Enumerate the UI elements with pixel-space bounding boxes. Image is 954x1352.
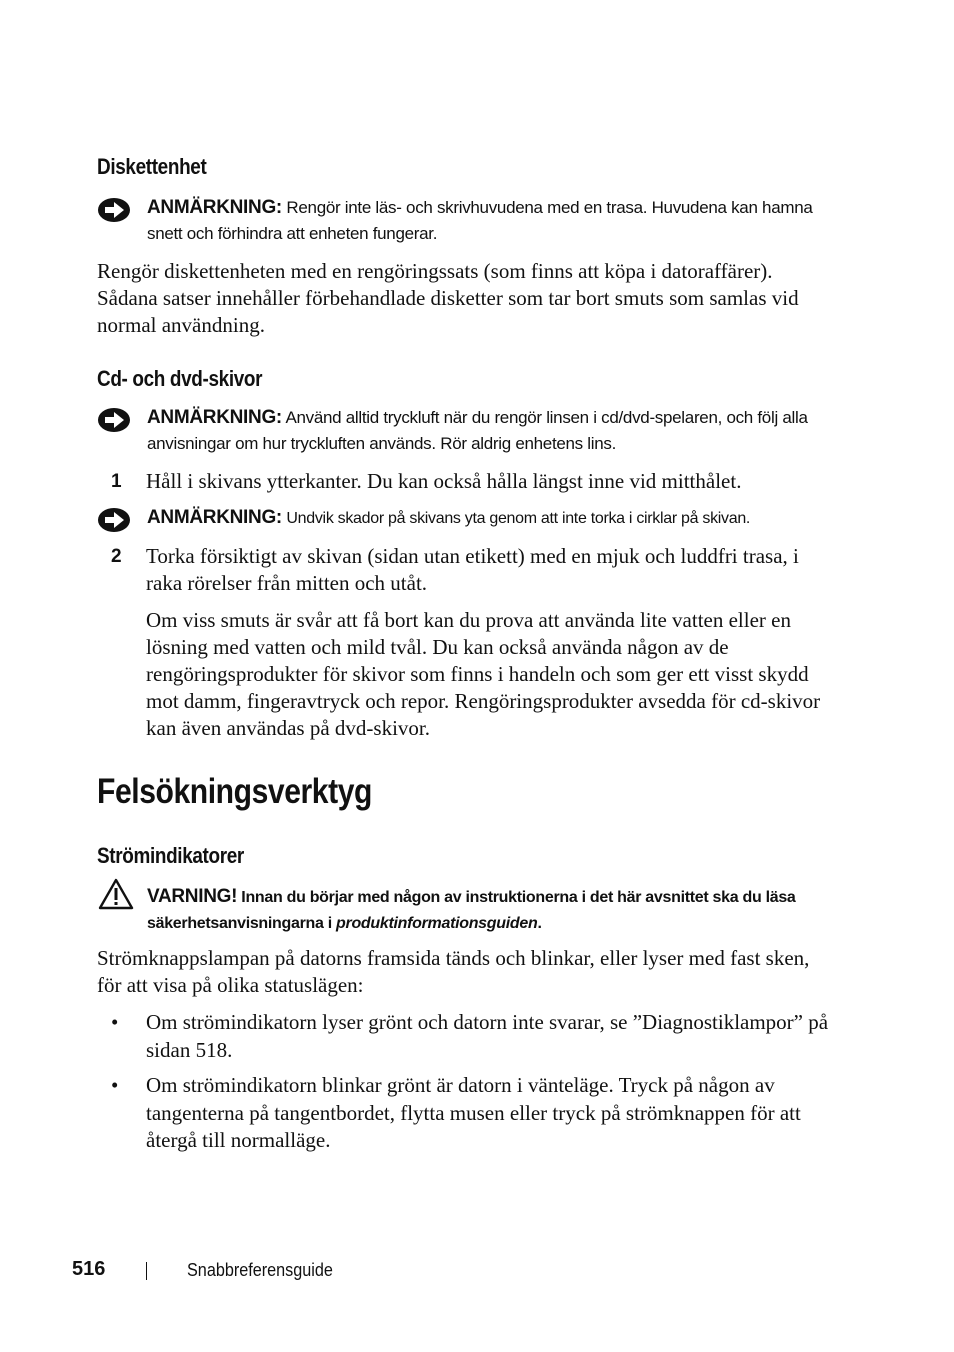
heading-cd-dvd: Cd- och dvd-skivor	[97, 366, 263, 391]
step-text: Håll i skivans ytterkanter. Du kan också hålla längst inne vid mitthålet.	[146, 469, 742, 493]
note-text: Undvik skador på skivans yta genom att inte torka i cirklar på skivan.	[286, 510, 751, 527]
page-number: 516	[72, 1258, 106, 1280]
list-item-text: Om strömindikatorn blinkar grönt är datorn i vänteläge. Tryck på någon av tangenterna på tangentbordet, flytta musen eller tryck på strömknappen för att återgå till normalläge.	[146, 1073, 801, 1152]
note-label: ANMÄRKNING:	[147, 407, 282, 428]
paragraph-cd-dvd: Om viss smuts är svår att få bort kan du prova att använda lite vatten eller en lösning med vatten och mild tvål. Du kan också använda någon av de rengöringsprodukter för skivor som finns i handeln och som ger ett visst skydd mot damm, fingeravtryck och repor. Rengöringsprodukter avsedda för cd-skivor kan även användas på dvd-skivor.	[146, 608, 821, 740]
list-item-text: Om strömindikatorn lyser grönt och datorn inte svarar, se ”Diagnostiklampor” på sidan 518.	[146, 1010, 829, 1062]
note-arrow-icon	[97, 507, 131, 533]
note-label: ANMÄRKNING:	[147, 197, 282, 218]
paragraph-stromindikatorer: Strömknappslampan på datorns framsida tänds och blinkar, eller lyser med fast sken, för att visa på olika statuslägen:	[97, 946, 810, 997]
warning-triangle-icon	[97, 878, 135, 910]
heading-diskettenhet: Diskettenhet	[97, 154, 207, 179]
paragraph-diskettenhet: Rengör diskettenheten med en rengöringssats (som finns att köpa i datoraffärer). Sådana satser innehåller förbehandlade disketter som tar bort smuts som samlas vid normal användning.	[97, 259, 799, 337]
note-arrow-icon	[97, 407, 131, 433]
bullet-symbol: •	[111, 1010, 119, 1034]
heading-felsokningsverktyg: Felsökningsverktyg	[97, 772, 372, 811]
step-text: Torka försiktigt av skivan (sidan utan etikett) med en mjuk och luddfri trasa, i raka rörelser från mitten och utåt.	[146, 544, 799, 595]
warning-italic-text: produktinformationsguiden	[336, 915, 538, 932]
warning-end: .	[537, 915, 542, 932]
bullet-symbol: •	[111, 1073, 119, 1097]
note-label: ANMÄRKNING:	[147, 507, 282, 528]
note-text: Använd alltid tryckluft när du rengör linsen i cd/dvd-spelaren, och följ alla anvisningar om hur tryckluften används. Rör aldrig enhetens lins.	[147, 408, 808, 453]
footer-divider	[146, 1262, 147, 1280]
step-number: 2	[111, 546, 122, 567]
warning-label: VARNING!	[147, 886, 238, 907]
heading-stromindikatorer: Strömindikatorer	[97, 843, 244, 868]
warning-text: Innan du börjar med någon av instruktionerna i det här avsnittet ska du läsa säkerhetsanvisningarna i	[147, 889, 796, 932]
note-arrow-icon	[97, 197, 131, 223]
step-number: 1	[111, 471, 122, 492]
footer-title: Snabbreferensguide	[187, 1260, 333, 1280]
note-text: Rengör inte läs- och skrivhuvudena med en trasa. Huvudena kan hamna snett och förhindra att enheten fungerar.	[147, 198, 813, 243]
